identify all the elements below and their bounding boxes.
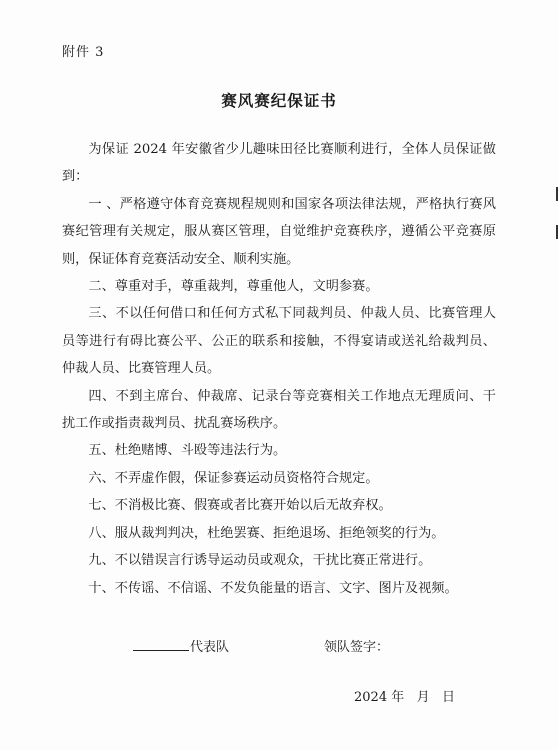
pledge-item-7: 七、不消极比赛、假赛或者比赛开始以后无故弃权。	[88, 498, 392, 514]
pledge-item-5: 五、杜绝赌博、斗殴等违法行为。	[88, 443, 287, 459]
pledge-item-6: 六、不弄虚作假，保证参赛运动员资格符合规定。	[88, 470, 379, 486]
pledge-item-9: 九、不以错误言行诱导运动员或观众，干扰比赛正常进行。	[88, 553, 432, 569]
pledge-item-10: 十、不传谣、不信谣、不发负能量的语言、文字、图片及视频。	[88, 580, 458, 596]
pledge-item-4: 四、不到主席台、仲裁席、记录台等竞赛相关工作地点无理质问、干扰工作或指责裁判员、扰乱赛场秩序。	[62, 388, 496, 432]
pledge-item-2: 二、尊重对手，尊重裁判，尊重他人，文明参赛。	[88, 279, 379, 295]
pledge-item-1: 一 、严格遵守体育竞赛规程规则和国家各项法律法规，严格执行赛风赛纪管理有关规定，服从赛区管理，自觉维护竞赛秩序，遵循公平竞赛原则，保证体育竞赛活动安全、顺利实施。	[62, 196, 496, 267]
intro-paragraph: 为保证 2024 年安徽省少儿趣味田径比赛顺利进行，全体人员保证做到：	[62, 142, 496, 185]
leader-signature-label: 领队签字：	[324, 640, 390, 655]
signature-row	[0, 634, 558, 656]
date-line: 2024 年 月 日	[354, 690, 456, 705]
attachment-label: 附件 3	[62, 45, 105, 60]
document-body	[62, 136, 496, 602]
team-name-blank	[133, 634, 189, 651]
pledge-item-8: 八、服从裁判判决，杜绝罢赛、拒绝退场、拒绝领奖的行为。	[88, 525, 445, 541]
document-title: 赛风赛纪保证书	[221, 91, 337, 110]
pledge-item-3: 三、不以任何借口和任何方式私下同裁判员、仲裁人员、比赛管理人员等进行有碍比赛公平、公正的联系和接触，不得宴请或送礼给裁判员、仲裁人员、比赛管理人员。	[62, 306, 496, 377]
team-label: 代表队	[190, 640, 230, 655]
